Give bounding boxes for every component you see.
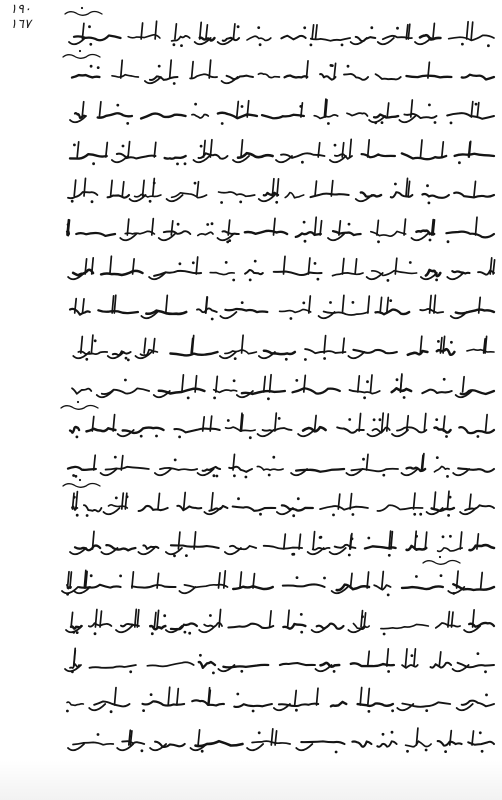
manuscript-text-block (54, 0, 498, 800)
manuscript-line (58, 292, 498, 322)
handwriting-strokes (58, 449, 498, 479)
manuscript-line (58, 371, 498, 401)
manuscript-line (58, 96, 498, 126)
folio-number-top: ١٩٠ (10, 2, 31, 17)
manuscript-line (58, 18, 498, 48)
manuscript-line (58, 724, 498, 754)
manuscript-line (58, 488, 498, 518)
handwriting-strokes (58, 96, 498, 126)
folio-numbers (10, 2, 31, 32)
marginal-note (420, 553, 464, 572)
folio-number-bottom: ١٦٧ (10, 17, 31, 32)
handwriting-strokes (58, 292, 498, 322)
manuscript-line (58, 410, 498, 440)
marginal-note (60, 476, 104, 495)
marginal-note (60, 47, 104, 66)
marginal-note (62, 4, 106, 23)
manuscript-line (58, 214, 498, 244)
manuscript-line (58, 449, 498, 479)
handwriting-strokes (58, 488, 498, 518)
handwriting-strokes (58, 371, 498, 401)
handwriting-strokes (58, 214, 498, 244)
handwriting-strokes (58, 18, 498, 48)
manuscript-line (58, 253, 498, 283)
handwriting-strokes (58, 606, 498, 636)
manuscript-line (58, 645, 498, 675)
handwriting-strokes (58, 410, 498, 440)
marginal-note (58, 398, 102, 417)
handwriting-strokes (58, 136, 498, 166)
handwriting-strokes (58, 57, 498, 87)
manuscript-line (58, 136, 498, 166)
handwriting-strokes (58, 332, 498, 362)
handwriting-strokes (58, 253, 498, 283)
manuscript-line (58, 332, 498, 362)
handwriting-strokes (58, 724, 498, 754)
handwriting-strokes (58, 684, 498, 714)
handwriting-strokes (58, 175, 498, 205)
manuscript-line (58, 606, 498, 636)
manuscript-line (58, 175, 498, 205)
handwriting-strokes (58, 645, 498, 675)
manuscript-line (58, 57, 498, 87)
manuscript-line (58, 684, 498, 714)
scan-edge-shadow (0, 760, 502, 800)
